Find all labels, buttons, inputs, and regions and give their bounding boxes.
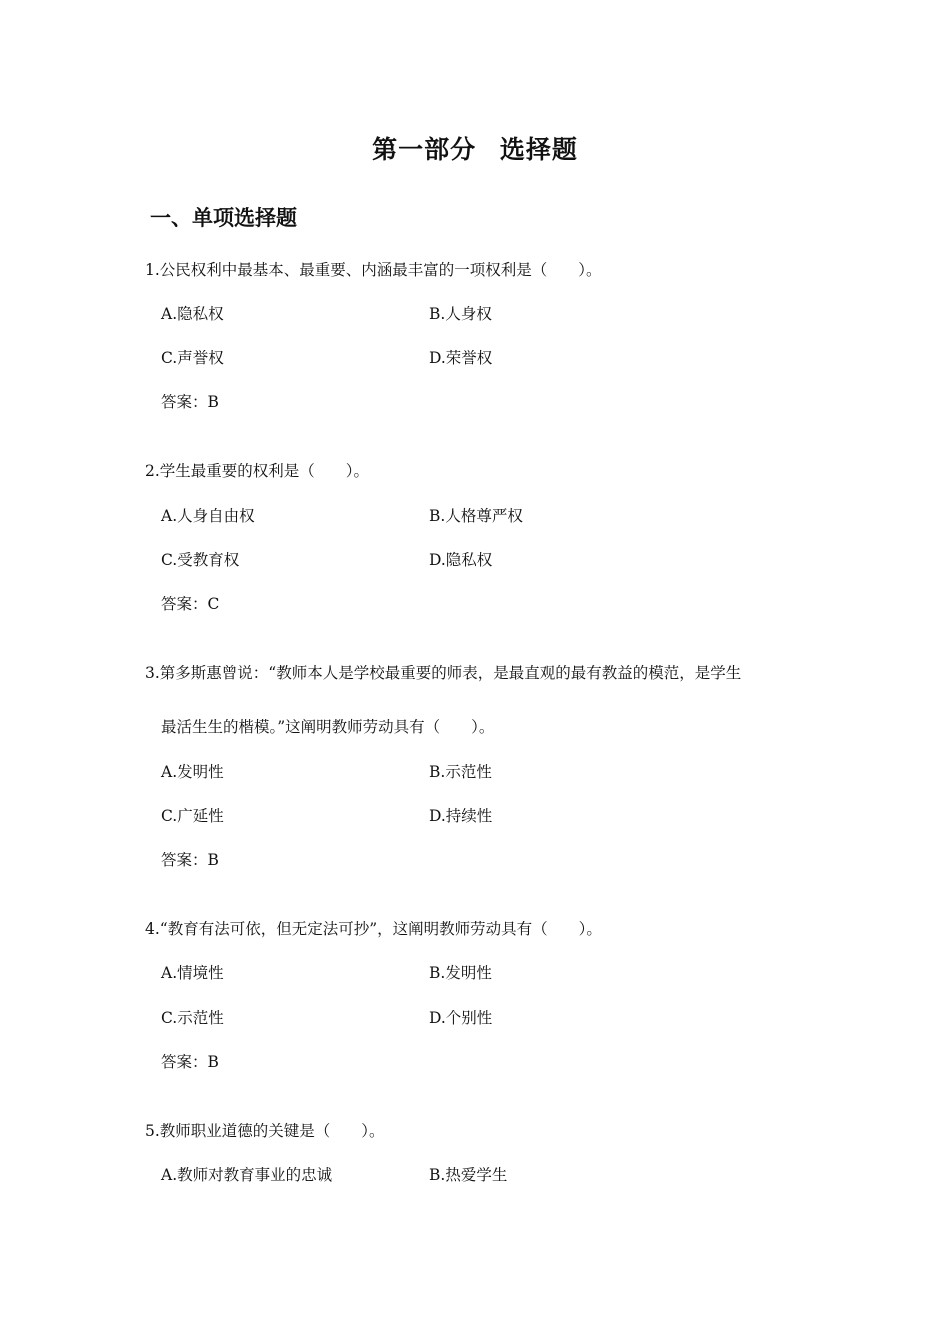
option-a: A.发明性 xyxy=(161,763,224,781)
question-stem: 4.“教育有法可依，但无定法可抄”，这阐明教师劳动具有（ ）。 xyxy=(145,920,602,938)
question-stem-continued: 最活生生的楷模。”这阐明教师劳动具有（ ）。 xyxy=(161,718,495,736)
option-c: C.受教育权 xyxy=(161,551,240,569)
answer: 答案：B xyxy=(161,851,219,869)
question-stem: 1.公民权利中最基本、最重要、内涵最丰富的一项权利是（ ）。 xyxy=(145,261,602,279)
option-a: A.教师对教育事业的忠诚 xyxy=(161,1166,333,1184)
question-stem: 5.教师职业道德的关键是（ ）。 xyxy=(145,1122,385,1140)
option-d: D.荣誉权 xyxy=(429,349,493,367)
answer: 答案：B xyxy=(161,1053,219,1071)
option-a: A.隐私权 xyxy=(161,305,224,323)
option-b: B.人格尊严权 xyxy=(429,507,523,525)
option-a: A.情境性 xyxy=(161,964,224,982)
option-c: C.示范性 xyxy=(161,1009,224,1027)
section-title: 一、单项选择题 xyxy=(150,206,297,230)
part-title: 第一部分 选择题 xyxy=(372,135,578,164)
option-b: B.人身权 xyxy=(429,305,492,323)
option-d: D.隐私权 xyxy=(429,551,493,569)
option-b: B.示范性 xyxy=(429,763,492,781)
answer: 答案：C xyxy=(161,595,220,613)
option-c: C.广延性 xyxy=(161,807,224,825)
option-b: B.发明性 xyxy=(429,964,492,982)
answer: 答案：B xyxy=(161,393,219,411)
option-d: D.个别性 xyxy=(429,1009,493,1027)
question-stem: 2.学生最重要的权利是（ ）。 xyxy=(145,462,370,480)
option-d: D.持续性 xyxy=(429,807,493,825)
option-b: B.热爱学生 xyxy=(429,1166,508,1184)
option-c: C.声誉权 xyxy=(161,349,224,367)
question-stem: 3.第多斯惠曾说：“教师本人是学校最重要的师表，是最直观的最有教益的模范，是学生 xyxy=(145,664,742,682)
option-a: A.人身自由权 xyxy=(161,507,255,525)
